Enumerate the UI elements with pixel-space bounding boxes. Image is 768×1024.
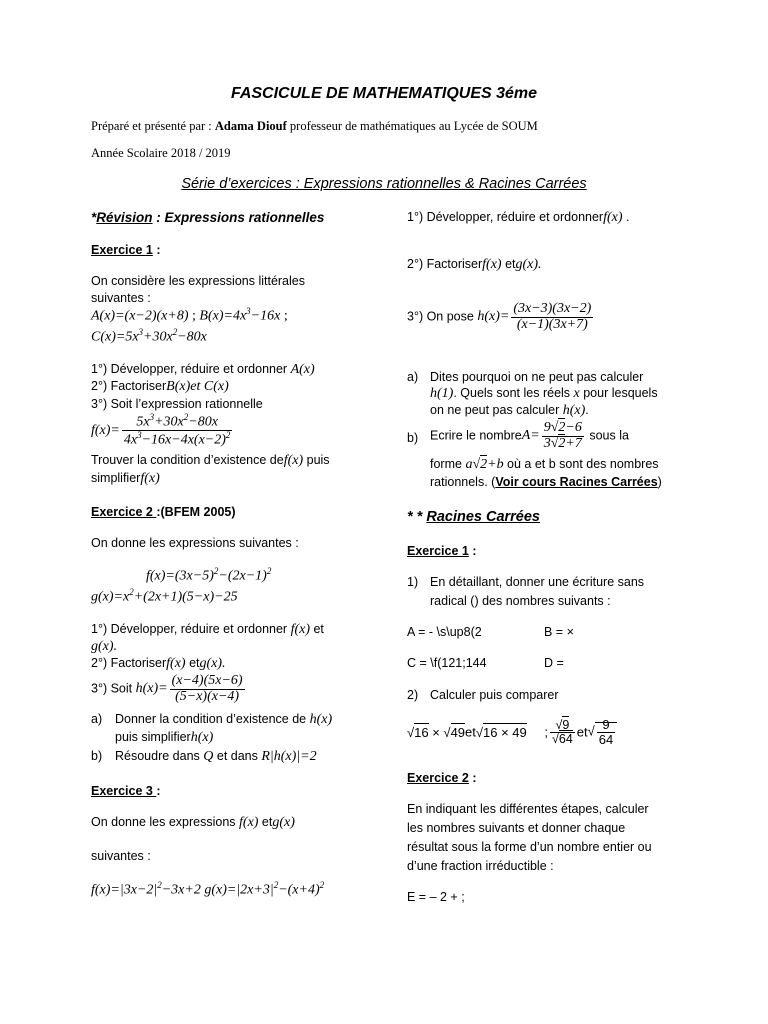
left-ex2-qa: Donner la condition d’existence de h(x) bbox=[115, 712, 333, 727]
left-ex2-qa-text: Donner la condition d’existence de bbox=[115, 712, 310, 726]
right-qa-l2-text: . Quels sont les réels bbox=[453, 386, 574, 400]
left-ex1-title-suffix: : bbox=[152, 243, 161, 257]
left-ex2-q1-g: g(x). bbox=[91, 639, 118, 654]
left-ex2-qb-num: b) bbox=[91, 749, 103, 763]
series-title: Série d’exercices : Expressions rationnelles & Racines Carrées bbox=[181, 176, 587, 192]
right-qb-l3-end: ) bbox=[657, 475, 662, 489]
revision-prefix: * bbox=[91, 210, 97, 225]
left-ex3-intro: On donne les expressions f(x) etg(x) bbox=[91, 815, 295, 830]
revision-word: Révision bbox=[96, 210, 153, 225]
def-e: E = – 2 + ; bbox=[407, 890, 465, 904]
left-ex1-q3: 3°) Soit l’expression rationnelle bbox=[91, 397, 263, 411]
left-ex2-q3-text: 3°) Soit bbox=[91, 681, 136, 696]
def-a: A = - \s\up8(2 bbox=[407, 625, 482, 639]
left-ex3-intro-mid: et bbox=[258, 815, 273, 829]
document-title: FASCICULE DE MATHEMATIQUES 3éme bbox=[230, 85, 538, 102]
right-qb-l1: Ecrire le nombreA= $\frac{9√2-6}{3√2+7}$ sous la bbox=[430, 420, 629, 451]
left-ex2-qb-text: Résoudre dans bbox=[115, 749, 204, 763]
author-name: Adama Diouf bbox=[214, 119, 287, 133]
right-q2: 2°) Factoriserf(x) etg(x). bbox=[407, 257, 542, 272]
author-suffix: professeur de mathématiques au Lycée de SOUM bbox=[286, 119, 538, 133]
left-ex2-q2-text: 2°) Factoriser bbox=[91, 656, 167, 670]
left-ex2-qa-text2: puis simplifier bbox=[115, 730, 191, 744]
right-ex1-n1-l1: En détaillant, donner une écriture sans bbox=[430, 575, 645, 589]
def-b-text: B = bbox=[544, 625, 567, 639]
left-ex1-q2: 2°) FactoriserB(x)et C(x) bbox=[91, 379, 229, 394]
revision-heading bbox=[91, 210, 324, 225]
rc-prefix: * * bbox=[407, 509, 427, 525]
right-ex2-title bbox=[407, 771, 477, 785]
left-ex2-intro: On donne les expressions suivantes : bbox=[91, 536, 299, 550]
left-ex3-title-suffix: : bbox=[156, 784, 161, 798]
def-d: D = bbox=[544, 656, 564, 670]
left-ex1-q1-text: 1°) Développer, réduire et ordonner bbox=[91, 362, 291, 376]
right-qb-l2-text: forme bbox=[430, 457, 466, 471]
left-ex1-q5-text: simplifier bbox=[91, 471, 141, 485]
right-q1: 1°) Développer, réduire et ordonnerf(x) . bbox=[407, 210, 630, 225]
right-qa-l2-end: pour lesquels bbox=[579, 386, 658, 400]
right-q3-text: 3°) On pose bbox=[407, 309, 478, 324]
right-qb-l3 bbox=[430, 475, 662, 489]
right-ex1-title-text: Exercice 1 bbox=[407, 544, 469, 558]
left-ex2-q1: 1°) Développer, réduire et ordonner f(x) et bbox=[91, 622, 324, 637]
left-ex1-title bbox=[91, 243, 161, 257]
left-ex2-title-suffix: :(BFEM 2005) bbox=[156, 505, 236, 519]
right-qb-num: b) bbox=[407, 431, 419, 445]
cmp-sep: ; bbox=[544, 724, 549, 740]
right-ex2-l4: d’une fraction irréductible : bbox=[407, 859, 554, 873]
right-qb-l1-text: Ecrire le nombre bbox=[430, 428, 522, 443]
right-qa-l3: on ne peut pas calculer h(x). bbox=[430, 403, 589, 418]
left-ex1-title-text: Exercice 1 bbox=[91, 243, 153, 257]
right-ex1-title bbox=[407, 544, 477, 558]
revision-rest: : Expressions rationnelles bbox=[152, 210, 325, 225]
right-ex1-n2: 2) bbox=[407, 688, 419, 702]
left-ex1-q4: Trouver la condition d’existence def(x) puis bbox=[91, 453, 330, 468]
right-ex2-l1: En indiquant les différentes étapes, calculer bbox=[407, 802, 649, 816]
left-ex3-title bbox=[91, 784, 161, 798]
cmp-et: et bbox=[465, 724, 476, 740]
sqrt-comparison: √16 × √49et√16 × 49 ; $\frac{√9}{√64}$ et√ $\frac{9}{64}$ bbox=[407, 718, 617, 746]
author-prefix: Préparé et présenté par : bbox=[91, 119, 215, 133]
right-ex2-l2: les nombres suivants et donner chaque bbox=[407, 821, 626, 835]
right-qb-l1-end: sous la bbox=[585, 428, 629, 443]
left-ex2-qa2: puis simplifierh(x) bbox=[115, 730, 214, 745]
left-ex1-q4-end: puis bbox=[303, 453, 330, 467]
right-ex1-n1-l2: radical () des nombres suivants : bbox=[430, 594, 611, 608]
def-c: C = \f(121;144 bbox=[407, 656, 487, 670]
right-qa-l2: h(1). Quels sont les réels x pour lesquels bbox=[430, 386, 658, 401]
right-q1-text: 1°) Développer, réduire et ordonner bbox=[407, 210, 604, 224]
def-b: B = × bbox=[544, 625, 574, 639]
right-q3: 3°) On pose h(x)= $\frac{(3x-3)(3x-2)}{(x-1)(3x+7)}$ bbox=[407, 301, 592, 332]
left-ex2-qb-mid: et dans bbox=[213, 749, 262, 763]
formula-g-ex2: $g(x)=x^2+(2x+1)(5-x)-25$ bbox=[91, 587, 238, 605]
rc-title: Racines Carrées bbox=[426, 509, 541, 525]
left-ex1-q4-text: Trouver la condition d’existence de bbox=[91, 453, 284, 467]
left-ex1-q2-text: 2°) Factoriser bbox=[91, 379, 167, 393]
racines-carrees-heading bbox=[407, 509, 540, 525]
left-ex3-intro2: suivantes : bbox=[91, 849, 151, 863]
voir-cours-link[interactable]: Voir cours Racines Carrées bbox=[495, 475, 658, 489]
left-ex1-q1: 1°) Développer, réduire et ordonner A(x) bbox=[91, 362, 315, 377]
right-q2-mid: et bbox=[501, 257, 516, 271]
left-ex2-q1-text: 1°) Développer, réduire et ordonner bbox=[91, 622, 291, 636]
left-ex3-title-text: Exercice 3 bbox=[91, 784, 157, 798]
left-ex1-intro2: suivantes : bbox=[91, 291, 151, 305]
left-ex2-q2-mid: et bbox=[185, 656, 200, 670]
formula-c: $C(x)=5x^3+30x^2-80x$ bbox=[91, 327, 207, 345]
cmp-et2: et bbox=[576, 724, 588, 740]
right-qa-num: a) bbox=[407, 370, 419, 384]
left-ex2-q3: 3°) Soit h(x)= $\frac{(x-4)(5x-6)}{(5-x)(x-4)}$ bbox=[91, 673, 243, 704]
right-qb-l2: forme a√2+b où a et b sont des nombres bbox=[430, 457, 659, 472]
left-ex2-q2: 2°) Factoriserf(x) etg(x). bbox=[91, 656, 226, 671]
left-ex2-q1-end: et bbox=[310, 622, 324, 636]
formula-f-g-ex3: $f(x)=|3x-2|^2-3x+2$ $g(x)=|2x+3|^2-(x+4)^2$ bbox=[91, 880, 325, 898]
school-year: Année Scolaire 2018 / 2019 bbox=[91, 146, 231, 160]
formula-f-rational: f(x)= $\frac{5x^3+30x^2-80x}{4x^3-16x-4x(x-2)^2}$ bbox=[91, 412, 231, 448]
right-ex2-title-suffix: : bbox=[468, 771, 477, 785]
left-ex1-intro1: On considère les expressions littérales bbox=[91, 274, 305, 288]
right-qa-l1: Dites pourquoi on ne peut pas calculer bbox=[430, 370, 644, 384]
left-ex2-title bbox=[91, 505, 236, 519]
right-qb-l2-end: où a et b sont des nombres bbox=[503, 457, 659, 471]
right-ex2-l3: résultat sous la forme d’un nombre entier ou bbox=[407, 840, 652, 854]
left-ex2-qa-num: a) bbox=[91, 712, 103, 726]
right-ex1-n2-text: Calculer puis comparer bbox=[430, 688, 559, 702]
right-qa-l3-text: on ne peut pas calculer bbox=[430, 403, 563, 417]
left-ex3-intro-text: On donne les expressions bbox=[91, 815, 240, 829]
left-ex2-qb: Résoudre dans Q et dans R|h(x)|=2 bbox=[115, 749, 317, 764]
formula-f-ex2: $f(x)=(3x-5)^2-(2x-1)^2$ bbox=[146, 566, 272, 584]
right-ex1-title-suffix: : bbox=[468, 544, 477, 558]
formula-a-b: A(x)=(x−2)(x+8) ; $B(x)=4x^3-16x$ ; bbox=[91, 306, 288, 324]
right-q2-text: 2°) Factoriser bbox=[407, 257, 483, 271]
right-qb-l3-text: rationnels. ( bbox=[430, 475, 496, 489]
author-line bbox=[91, 119, 538, 134]
right-ex1-n1: 1) bbox=[407, 575, 419, 589]
right-ex2-title-text: Exercice 2 bbox=[407, 771, 469, 785]
left-ex1-q5: simplifierf(x) bbox=[91, 471, 160, 486]
left-ex2-title-text: Exercice 2 bbox=[91, 505, 157, 519]
